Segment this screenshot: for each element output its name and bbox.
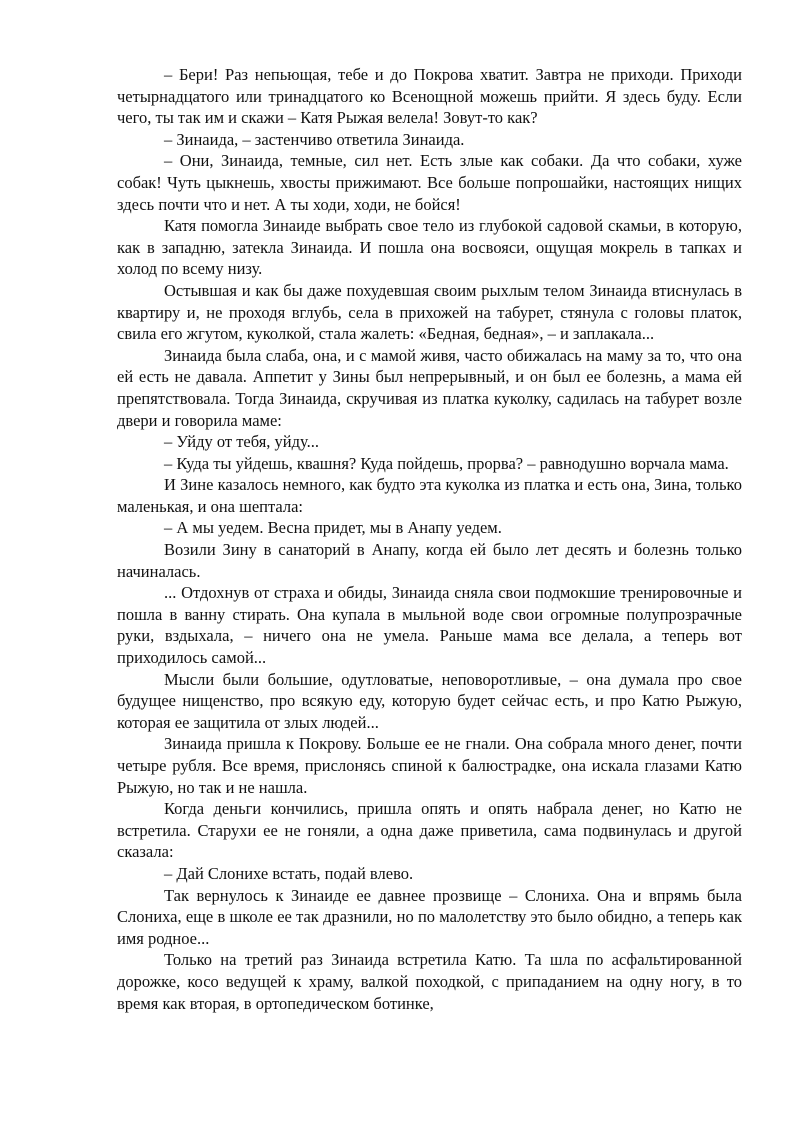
- paragraph: – Бери! Раз непьющая, тебе и до Покрова хватит. Завтра не приходи. Приходи четырнадцатого или тринадцатого ко Всенощной можешь прийти. Я здесь буду. Если чего, ты так им и скажи – Катя Рыжая велела! Зовут-то как?: [117, 65, 742, 128]
- paragraph: Зинаида пришла к Покрову. Больше ее не гнали. Она собрала много денег, почти четыре рубля. Все время, прислонясь спиной к балюстрадке, она искала глазами Катю Рыжую, но так и не нашла.: [117, 734, 742, 797]
- paragraph: – А мы уедем. Весна придет, мы в Анапу уедем.: [164, 518, 502, 538]
- paragraph: – Уйду от тебя, уйду...: [164, 432, 320, 452]
- paragraph: Зинаида была слаба, она, и с мамой живя, часто обижалась на маму за то, что она ей есть не давала. Аппетит у Зины был непрерывный, и он был ее болезнь, а мама ей препятствовала. Тогда Зинаида, скручивая из платка куколку, садилась на табурет возле двери и говорила маме:: [117, 345, 742, 430]
- paragraph: – Они, Зинаида, темные, сил нет. Есть злые как собаки. Да что собаки, хуже собак! Чуть цыкнешь, хвосты прижимают. Все больше попрошайки, настоящих нищих здесь почти что и нет. А ты ходи, ходи, не бойся!: [117, 151, 742, 214]
- paragraph: ... Отдохнув от страха и обиды, Зинаида сняла свои подмокшие тренировочные и пошла в ванну стирать. Она купала в мыльной воде свои огромные полупрозрачные руки, вздыхала, – ничего она не умела. Раньше мама все делала, а теперь вот приходилось самой...: [117, 583, 742, 668]
- paragraph: Остывшая и как бы даже похудевшая своим рыхлым телом Зинаида втиснулась в квартиру и, не проходя вглубь, села в прихожей на табурет, стянула с головы платок, свила его жгутом, куколкой, стала жалеть: «Бедная, бедная», – и заплакала...: [117, 280, 742, 344]
- paragraph: – Зинаида, – застенчиво ответила Зинаида.: [164, 129, 465, 149]
- paragraph: Так вернулось к Зинаиде ее давнее прозвище – Слониха. Она и впрямь была Слониха, еще в школе ее так дразнили, но по малолетству это было обидно, а теперь как имя родное...: [117, 885, 742, 948]
- paragraph: И Зине казалось немного, как будто эта куколка из платка и есть она, Зина, только маленькая, и она шептала:: [117, 475, 742, 516]
- paragraph: Только на третий раз Зинаида встретила Катю. Та шла по асфальтированной дорожке, косо ведущей к храму, валкой походкой, с припаданием на одну ногу, в то время как вторая, в ортопедическом ботинке,: [117, 950, 742, 1013]
- document-page: [117, 64, 742, 1014]
- paragraph: – Куда ты уйдешь, квашня? Куда пойдешь, прорва? – равнодушно ворчала мама.: [164, 453, 729, 473]
- paragraph: Мысли были большие, одутловатые, неповоротливые, – она думала про свое будущее нищенство, про всякую еду, которую будет сейчас есть, и про Катю Рыжую, которая ее защитила от злых людей...: [117, 669, 742, 732]
- paragraph: Катя помогла Зинаиде выбрать свое тело из глубокой садовой скамьи, в которую, как в западню, затекла Зинаида. И пошла она восвояси, ощущая мокрель в тапках и холод по всему низу.: [117, 216, 742, 279]
- paragraph: Когда деньги кончились, пришла опять и опять набрала денег, но Катю не встретила. Старухи ее не гоняли, а одна даже приветила, сама подвинулась и другой сказала:: [117, 799, 742, 862]
- paragraph: – Дай Слонихе встать, подай влево.: [164, 863, 414, 883]
- paragraph: Возили Зину в санаторий в Анапу, когда ей было лет десять и болезнь только начиналась.: [117, 540, 742, 581]
